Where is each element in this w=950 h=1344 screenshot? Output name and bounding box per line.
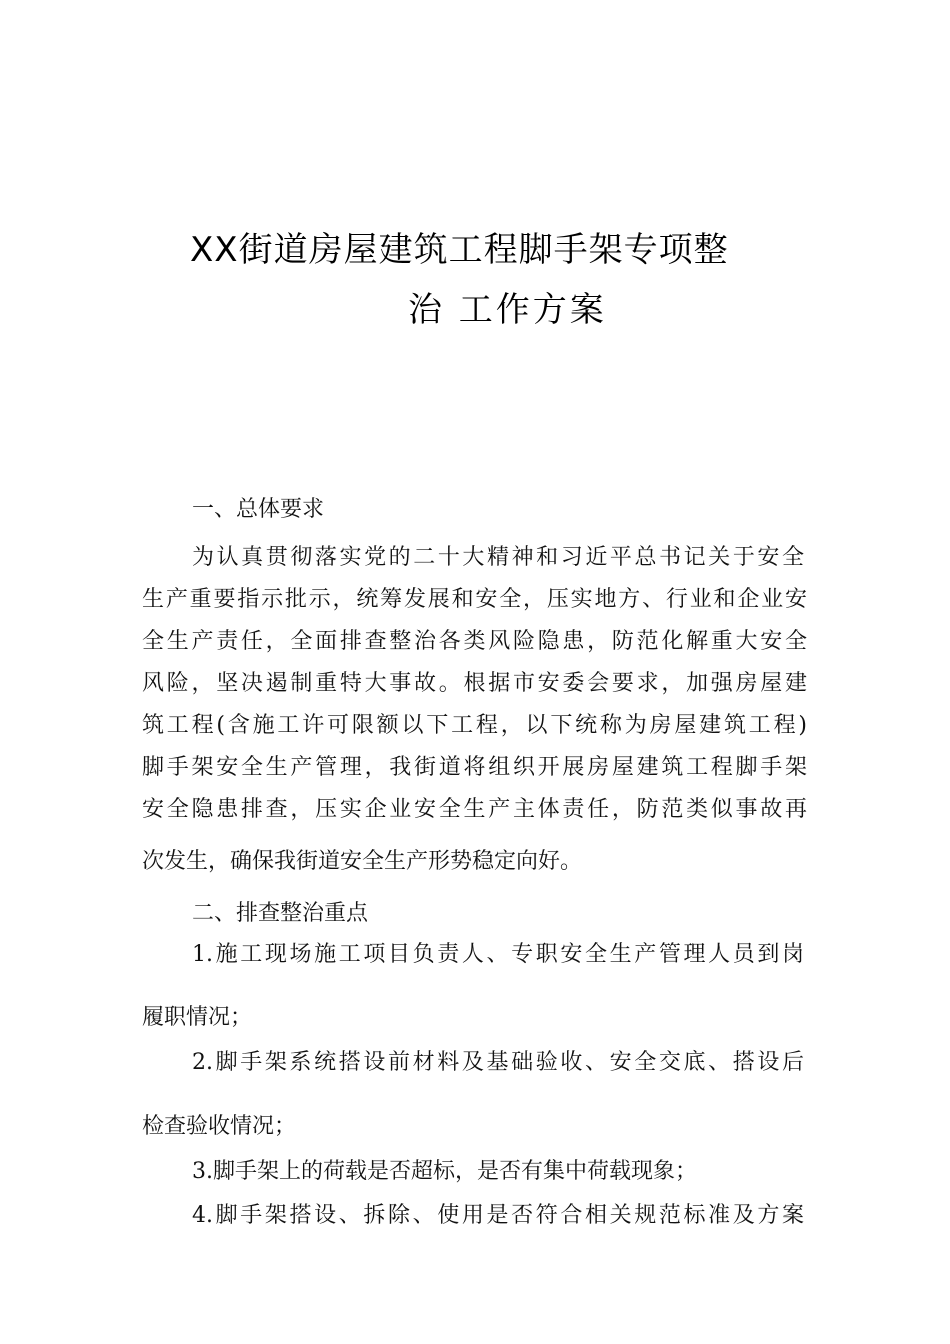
list-item-2-line-2: 检查验收情况；: [142, 1114, 297, 1139]
section-heading-key-inspection-points: 二、排查整治重点: [192, 901, 369, 926]
paragraph-line: 脚手架安全生产管理，我街道将组织开展房屋建筑工程脚手架: [142, 755, 807, 780]
document-title-line-2: 治 工作方案: [408, 290, 607, 330]
document-title-line-1: XX街道房屋建筑工程脚手架专项整: [190, 230, 729, 270]
paragraph-line: 安全隐患排查，压实企业安全生产主体责任，防范类似事故再: [142, 797, 807, 822]
paragraph-line: 为认真贯彻落实党的二十大精神和习近平总书记关于安全: [192, 545, 804, 570]
paragraph-line: 次发生，确保我街道安全生产形势稳定向好。: [142, 849, 583, 874]
paragraph-line: 全生产责任，全面排查整治各类风险隐患，防范化解重大安全: [142, 629, 807, 654]
list-item-4-line-1: 4.脚手架搭设、拆除、使用是否符合相关规范标准及方案: [192, 1203, 804, 1228]
list-item-1-line-1: 1.施工现场施工项目负责人、专职安全生产管理人员到岗: [192, 942, 804, 967]
list-item-1-line-2: 履职情况；: [142, 1005, 253, 1030]
list-item-2-line-1: 2.脚手架系统搭设前材料及基础验收、安全交底、搭设后: [192, 1050, 804, 1075]
section-heading-general-requirements: 一、总体要求: [192, 497, 325, 522]
paragraph-line: 筑工程(含施工许可限额以下工程，以下统称为房屋建筑工程): [142, 713, 807, 738]
list-item-3: 3.脚手架上的荷载是否超标，是否有集中荷载现象；: [192, 1159, 697, 1184]
paragraph-line: 风险，坚决遏制重特大事故。根据市安委会要求，加强房屋建: [142, 671, 807, 696]
paragraph-line: 生产重要指示批示，统筹发展和安全，压实地方、行业和企业安: [142, 587, 807, 612]
